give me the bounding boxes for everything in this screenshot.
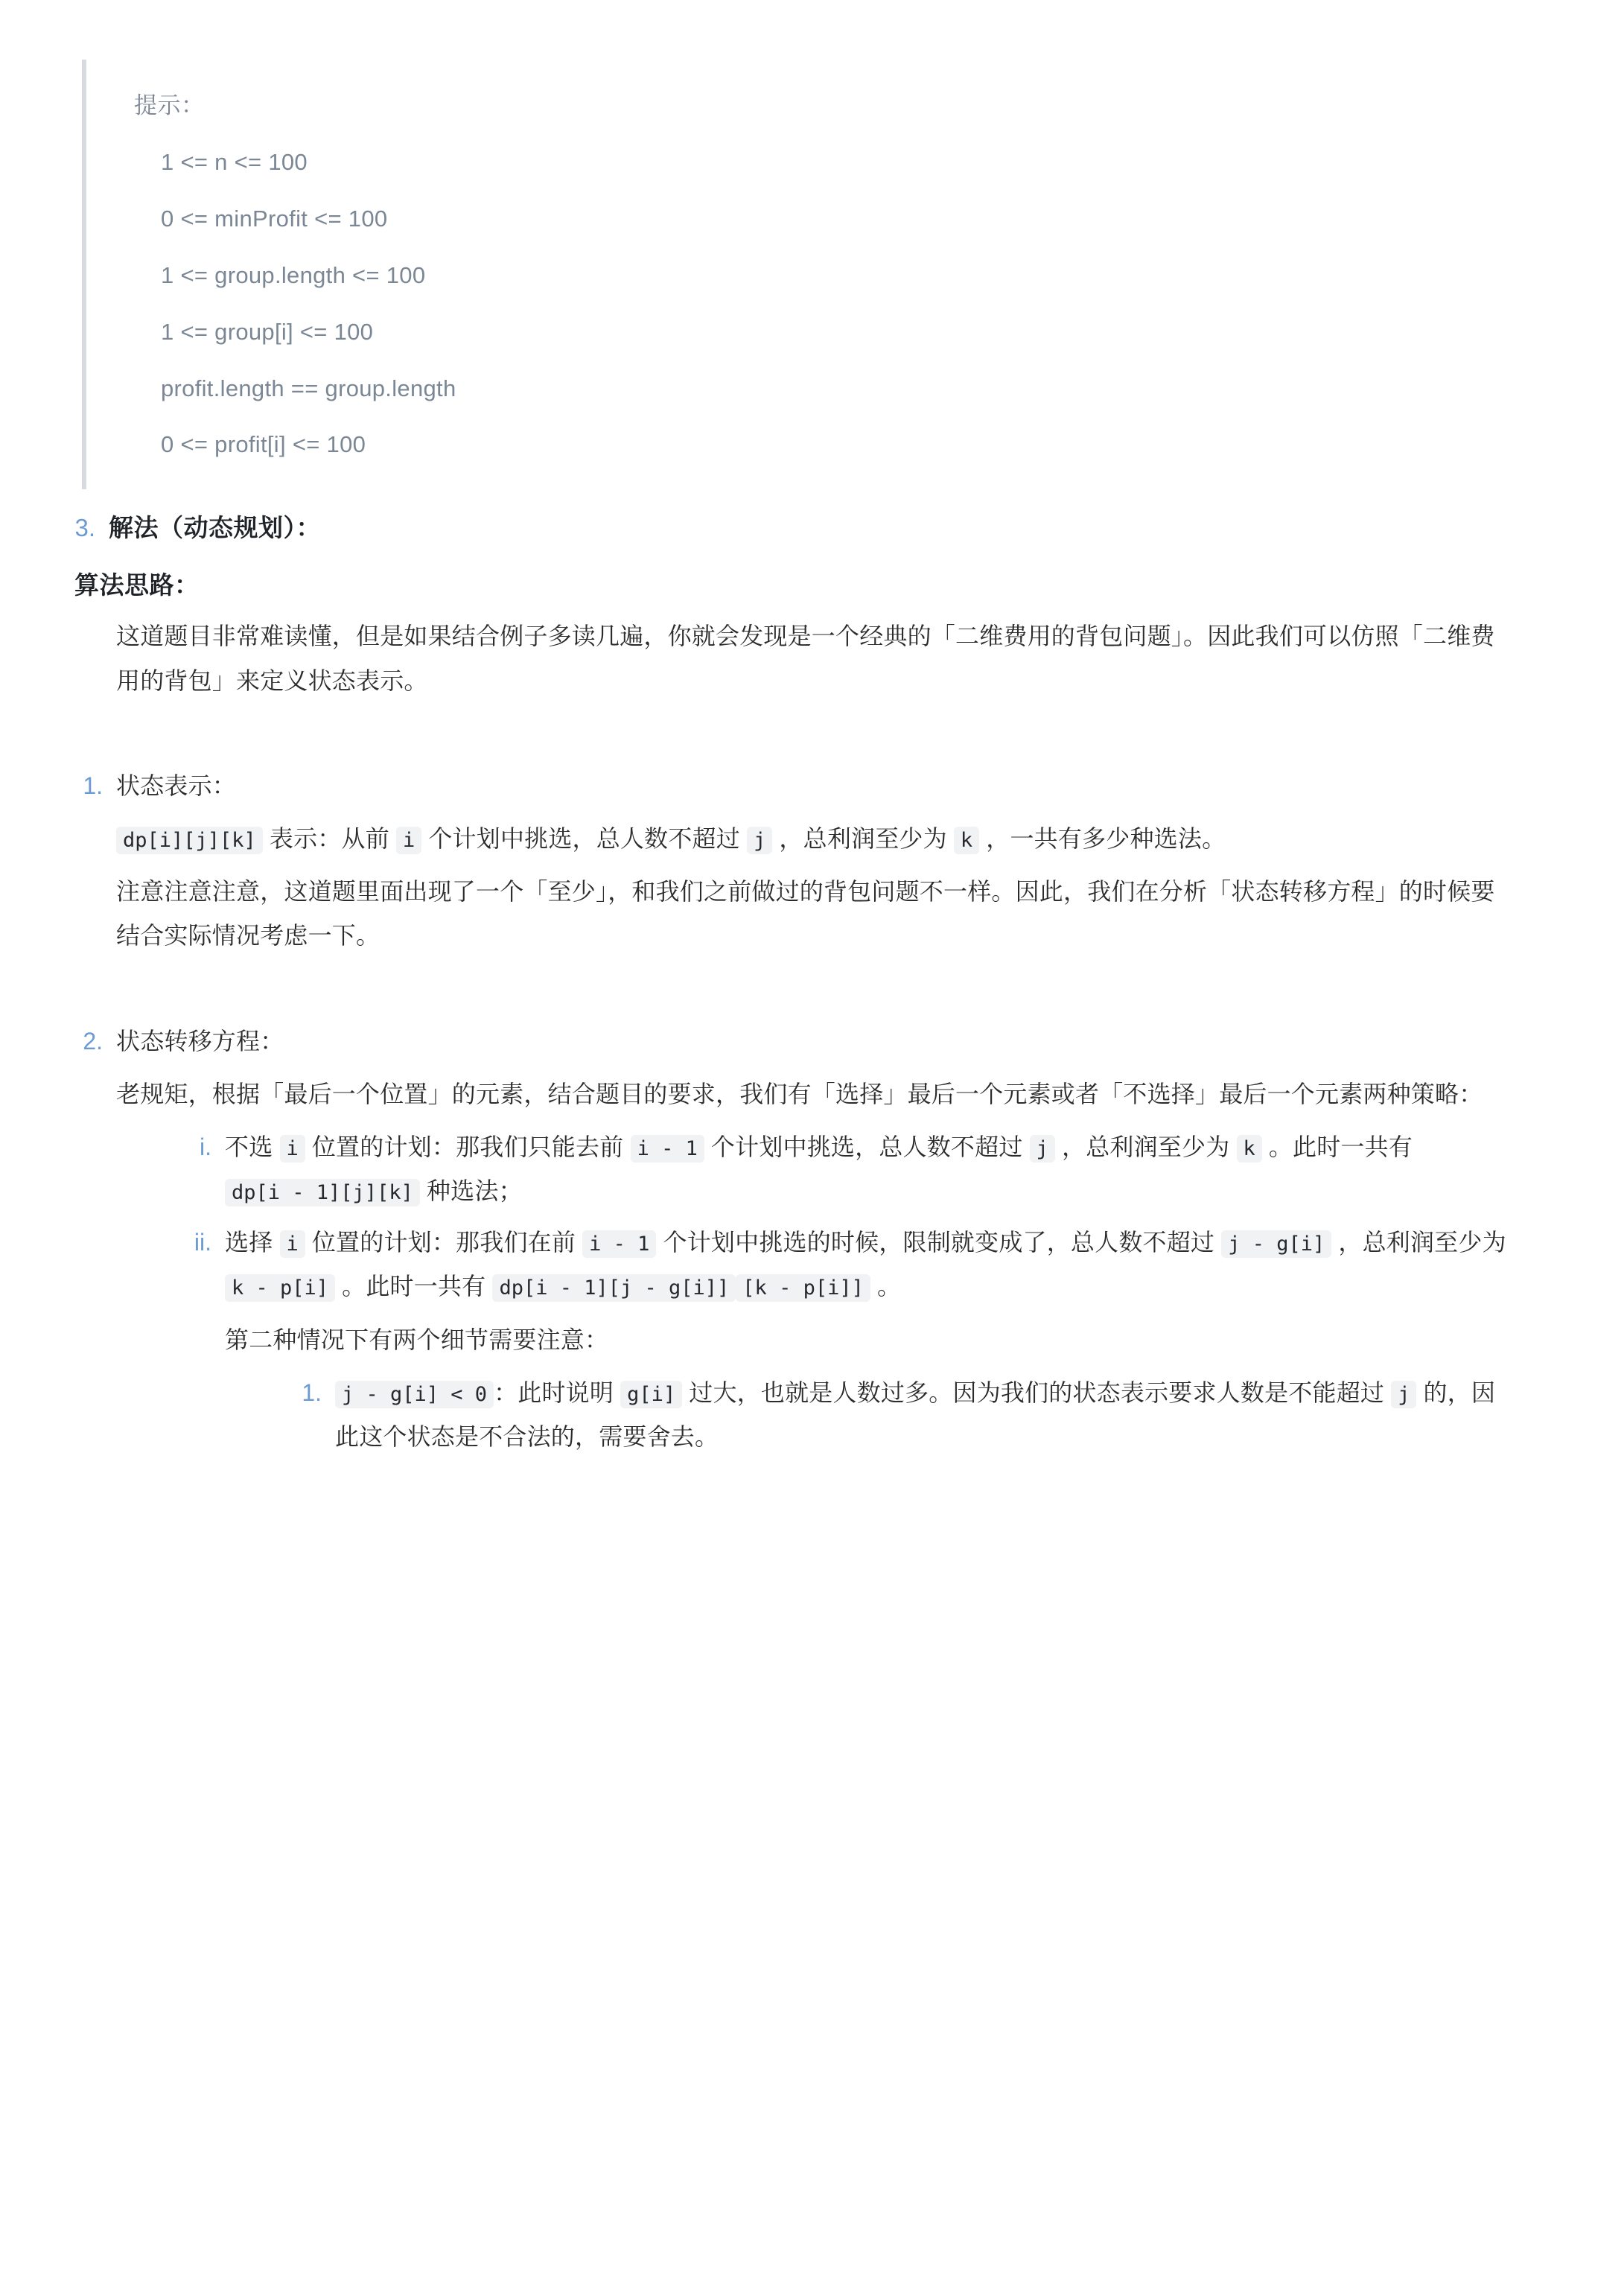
strategy-marker: i. [200, 1133, 211, 1160]
text: 。 [870, 1273, 902, 1300]
intro-paragraph: 这道题目非常难读懂，但是如果结合例子多读几遍，你就会发现是一个经典的「二维费用的背包问题」。因此我们可以仿照「二维费用的背包」来定义状态表示。 [116, 623, 1495, 694]
code-j-minus-g: j - g[i] [1221, 1230, 1331, 1258]
list-item: 1 <= n <= 100 [161, 148, 308, 175]
text: ：此时说明 [494, 1378, 621, 1406]
text: 个计划中挑选，总人数不超过 [421, 824, 748, 852]
detail-list [225, 1371, 1512, 1459]
text: 。此时一共有 [1261, 1133, 1413, 1160]
step-title: 状态转移方程： [116, 1027, 284, 1055]
subsection-heading: 算法思路： [74, 571, 200, 600]
code-j: j [747, 827, 772, 854]
text: ，总利润至少为 [772, 824, 954, 852]
step-body [116, 1020, 1512, 1460]
code-k: k [954, 827, 979, 854]
text: 位置的计划：那我们在前 [305, 1229, 583, 1256]
hints-title: 提示： [134, 92, 205, 118]
code-k-minus-p: k - p[i] [225, 1274, 335, 1302]
strategy-marker: ii. [194, 1229, 211, 1256]
step-title: 状态表示： [116, 772, 237, 799]
text: 选择 [225, 1229, 280, 1256]
code-j: j [1030, 1135, 1055, 1163]
detail-text [335, 1371, 1512, 1459]
step-marker: 2. [83, 1027, 103, 1055]
code-i-minus-1: i - 1 [582, 1230, 656, 1258]
code-dp-take-2: [k - p[i]] [736, 1274, 870, 1302]
text: 种选法； [419, 1177, 523, 1205]
text: 个计划中挑选，总人数不超过 [704, 1133, 1030, 1160]
code-i-minus-1: i - 1 [631, 1135, 704, 1163]
text: 表示：从前 [262, 824, 396, 852]
section-title: 解法（动态规划）： [109, 514, 321, 542]
steps-list [74, 764, 1512, 1459]
code-dp-ijk: dp[i][j][k] [116, 827, 263, 854]
text: ，总利润至少为 [1054, 1133, 1237, 1160]
list-item: 0 <= profit[i] <= 100 [161, 431, 366, 458]
text: 过大，也就是人数过多。因为我们的状态表示要求人数是不能超过 [682, 1378, 1392, 1406]
code-i: i [396, 827, 421, 854]
hints-list [116, 134, 1512, 474]
hints-blockquote [82, 60, 1512, 489]
section-number: 3. [74, 514, 95, 542]
strategy-body [225, 1125, 1512, 1213]
step-transition-equation [74, 1020, 1512, 1460]
code-j-minus-g-lt-0: j - g[i] < 0 [335, 1381, 494, 1408]
step-state-representation [74, 764, 1512, 967]
text: ，一共有多少种选法。 [979, 824, 1226, 852]
code-i: i [280, 1230, 305, 1258]
text: 不选 [225, 1133, 280, 1160]
step1-definition [116, 817, 1512, 861]
section-heading [74, 509, 1512, 544]
text: 的，因此这个状态是不合法的，需要舍去。 [335, 1378, 1496, 1451]
step1-note: 注意注意注意，这道题里面出现了一个「至少」，和我们之前做过的背包问题不一样。因此，我们在分析「状态转移方程」的时候要结合实际情况考虑一下。 [116, 878, 1495, 950]
list-item: 0 <= minProfit <= 100 [161, 205, 388, 232]
step-body [116, 764, 1512, 967]
step-marker: 1. [83, 772, 103, 799]
strategy-text [225, 1125, 1512, 1213]
list-item: 1 <= group[i] <= 100 [161, 318, 374, 345]
detail-note: 第二种情况下有两个细节需要注意： [225, 1326, 609, 1353]
detail-body [335, 1371, 1512, 1459]
code-dp-take-1: dp[i - 1][j - g[i]] [492, 1274, 736, 1302]
step2-paragraph: 老规矩，根据「最后一个位置」的元素，结合题目的要求，我们有「选择」最后一个元素或者「不选择」最后一个元素两种策略： [116, 1080, 1483, 1107]
code-k: k [1237, 1135, 1262, 1163]
text: 位置的计划：那我们只能去前 [305, 1133, 631, 1160]
strategy-body [225, 1221, 1512, 1459]
text: 个计划中挑选的时候，限制就变成了，总人数不超过 [656, 1229, 1222, 1256]
code-dp-prev: dp[i - 1][j][k] [225, 1179, 420, 1206]
strategy-text [225, 1221, 1512, 1308]
code-j: j [1391, 1381, 1416, 1408]
strategy-list [116, 1125, 1512, 1459]
list-item: 1 <= group.length <= 100 [161, 261, 426, 288]
spacer [74, 712, 1512, 757]
text: ，总利润至少为 [1331, 1229, 1506, 1256]
strategy-take [179, 1221, 1512, 1459]
spacer [74, 967, 1512, 1012]
code-i: i [280, 1135, 305, 1163]
strategy-skip [179, 1125, 1512, 1213]
detail-item-negative-capacity [290, 1371, 1512, 1459]
text: 。此时一共有 [335, 1273, 493, 1300]
code-g-i: g[i] [620, 1381, 682, 1408]
list-item: profit.length == group.length [161, 375, 456, 401]
detail-marker: 1. [302, 1378, 322, 1406]
